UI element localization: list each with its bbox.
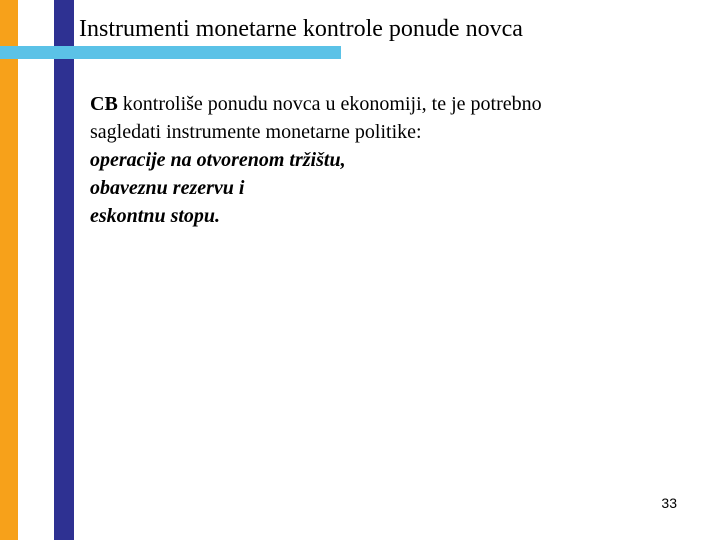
light-blue-horizontal-bar [0,46,341,59]
slide-body [90,90,690,230]
body-line-1-rest: kontroliše ponudu novca u ekonomiji, te je potrebno [117,93,542,115]
navy-vertical-stripe [54,0,74,540]
slide-page-number: 33 [661,495,677,511]
white-gap [18,0,54,540]
list-item-reserve: obaveznu rezervu i [90,177,245,199]
cb-abbreviation: CB [90,93,118,115]
list-item-open-market: operacije na otvorenom tržištu, [90,149,346,171]
body-line-2: sagledati instrumente monetarne politike: [90,121,422,143]
slide-title: Instrumenti monetarne kontrole ponude novca [79,16,523,42]
list-item-discount-rate: eskontnu stopu. [90,205,221,227]
body-line-1 [90,90,690,118]
orange-vertical-stripe [0,0,18,540]
